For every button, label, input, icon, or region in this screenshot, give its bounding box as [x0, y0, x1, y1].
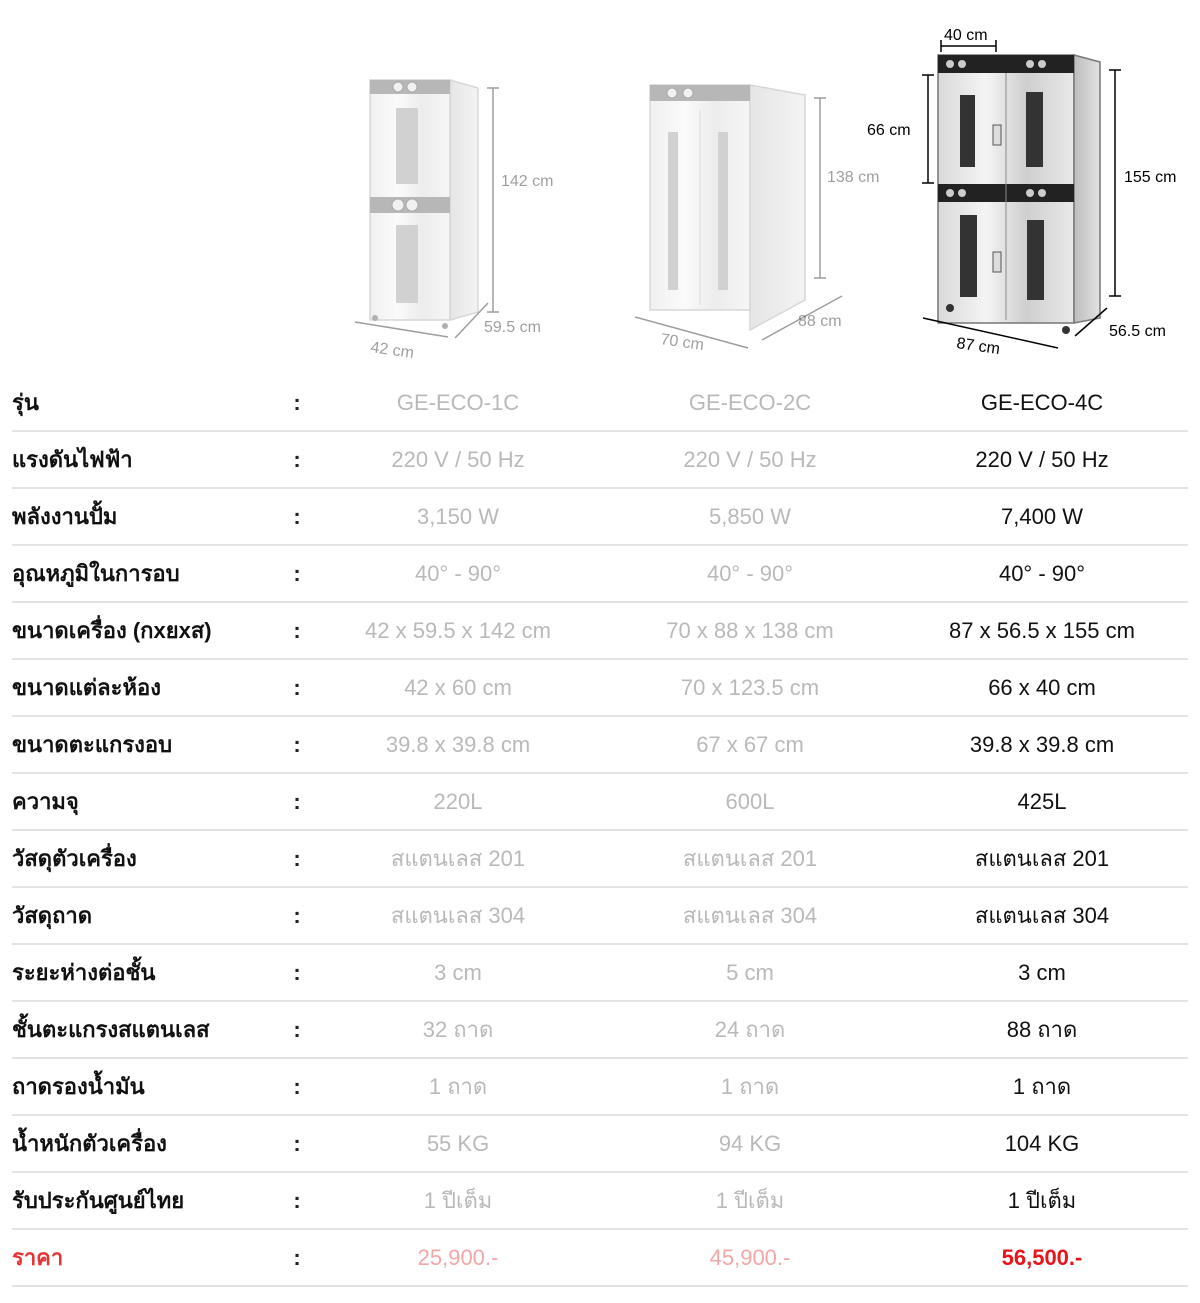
value-eco-2c: 67 x 67 cm	[604, 716, 896, 773]
value-eco-2c: GE-ECO-2C	[604, 375, 896, 431]
row-colon: :	[282, 1001, 312, 1058]
row-label: ขนาดเครื่อง (กxยxส)	[12, 602, 282, 659]
value-eco-1c: GE-ECO-1C	[312, 375, 604, 431]
value-eco-4c: 87 x 56.5 x 155 cm	[896, 602, 1188, 659]
row-colon: :	[282, 1058, 312, 1115]
spec-row-body-material	[12, 830, 1188, 887]
product-2-height-label: 138 cm	[827, 169, 880, 186]
row-colon: :	[282, 602, 312, 659]
row-colon: :	[282, 431, 312, 488]
row-label: ถาดรองน้ำมัน	[12, 1058, 282, 1115]
row-label: อุณหภูมิในการอบ	[12, 545, 282, 602]
value-eco-1c: 42 x 60 cm	[312, 659, 604, 716]
value-eco-1c: สแตนเลส 201	[312, 830, 604, 887]
value-eco-2c: 600L	[604, 773, 896, 830]
value-eco-1c: 42 x 59.5 x 142 cm	[312, 602, 604, 659]
row-label: รับประกันศูนย์ไทย	[12, 1172, 282, 1229]
product-images	[0, 0, 1200, 375]
row-label: ขนาดแต่ละห้อง	[12, 659, 282, 716]
spec-row-layer-spacing	[12, 944, 1188, 1001]
row-label: วัสดุตัวเครื่อง	[12, 830, 282, 887]
value-eco-4c: 39.8 x 39.8 cm	[896, 716, 1188, 773]
value-eco-2c: สแตนเลส 201	[604, 830, 896, 887]
value-eco-2c: 70 x 123.5 cm	[604, 659, 896, 716]
spec-row-tray-size	[12, 716, 1188, 773]
value-eco-4c: 7,400 W	[896, 488, 1188, 545]
row-colon: :	[282, 375, 312, 431]
row-colon: :	[282, 716, 312, 773]
product-1-width-label: 42 cm	[369, 339, 415, 363]
row-label: แรงดันไฟฟ้า	[12, 431, 282, 488]
price-eco-4c: 56,500.-	[896, 1229, 1188, 1286]
value-eco-2c: 5 cm	[604, 944, 896, 1001]
spec-row-price	[12, 1229, 1188, 1286]
product-2-dryer	[650, 85, 805, 330]
spec-row-tray-count	[12, 1001, 1188, 1058]
value-eco-4c: 88 ถาด	[896, 1001, 1188, 1058]
value-eco-2c: 24 ถาด	[604, 1001, 896, 1058]
value-eco-2c: 70 x 88 x 138 cm	[604, 602, 896, 659]
row-label: ชั้นตะแกรงสแตนเลส	[12, 1001, 282, 1058]
value-eco-4c: GE-ECO-4C	[896, 375, 1188, 431]
row-colon: :	[282, 1172, 312, 1229]
row-colon: :	[282, 944, 312, 1001]
row-label: น้ำหนักตัวเครื่อง	[12, 1115, 282, 1172]
value-eco-2c: 1 ปีเต็ม	[604, 1172, 896, 1229]
product-1-height-label: 142 cm	[501, 173, 554, 190]
product-3-width-label: 87 cm	[955, 335, 1001, 359]
value-eco-4c: สแตนเลส 201	[896, 830, 1188, 887]
value-eco-4c: 220 V / 50 Hz	[896, 431, 1188, 488]
spec-row-warranty	[12, 1172, 1188, 1229]
value-eco-1c: 3,150 W	[312, 488, 604, 545]
value-eco-4c: 40° - 90°	[896, 545, 1188, 602]
row-colon: :	[282, 773, 312, 830]
value-eco-1c: 32 ถาด	[312, 1001, 604, 1058]
product-2-depth-label: 88 cm	[798, 313, 842, 330]
spec-row-weight	[12, 1115, 1188, 1172]
value-eco-1c: 220L	[312, 773, 604, 830]
product-1-depth-label: 59.5 cm	[484, 319, 541, 336]
row-colon: :	[282, 659, 312, 716]
value-eco-1c: 220 V / 50 Hz	[312, 431, 604, 488]
value-eco-2c: 40° - 90°	[604, 545, 896, 602]
value-eco-1c: 39.8 x 39.8 cm	[312, 716, 604, 773]
row-colon: :	[282, 1229, 312, 1286]
price-eco-2c: 45,900.-	[604, 1229, 896, 1286]
value-eco-1c: 1 ปีเต็ม	[312, 1172, 604, 1229]
row-colon: :	[282, 545, 312, 602]
product-3-height-label: 155 cm	[1124, 169, 1177, 186]
value-eco-4c: 3 cm	[896, 944, 1188, 1001]
row-colon: :	[282, 488, 312, 545]
row-label: ความจุ	[12, 773, 282, 830]
row-label: พลังงานปั้ม	[12, 488, 282, 545]
row-label: ราคา	[12, 1229, 282, 1286]
value-eco-2c: 220 V / 50 Hz	[604, 431, 896, 488]
value-eco-4c: 104 KG	[896, 1115, 1188, 1172]
row-colon: :	[282, 887, 312, 944]
spec-comparison-table	[12, 375, 1188, 1287]
product-3-top-label: 40 cm	[944, 27, 988, 44]
value-eco-4c: 66 x 40 cm	[896, 659, 1188, 716]
row-label: ขนาดตะแกรงอบ	[12, 716, 282, 773]
spec-row-pump-power	[12, 488, 1188, 545]
value-eco-4c: สแตนเลส 304	[896, 887, 1188, 944]
spec-row-chamber-size	[12, 659, 1188, 716]
row-label: ระยะห่างต่อชั้น	[12, 944, 282, 1001]
value-eco-1c: 3 cm	[312, 944, 604, 1001]
spec-row-machine-size	[12, 602, 1188, 659]
value-eco-2c: สแตนเลส 304	[604, 887, 896, 944]
value-eco-1c: 1 ถาด	[312, 1058, 604, 1115]
spec-row-voltage	[12, 431, 1188, 488]
value-eco-1c: 55 KG	[312, 1115, 604, 1172]
product-3-chamber-label: 66 cm	[867, 122, 911, 139]
product-1-dryer	[370, 80, 478, 329]
value-eco-1c: 40° - 90°	[312, 545, 604, 602]
price-eco-1c: 25,900.-	[312, 1229, 604, 1286]
row-colon: :	[282, 830, 312, 887]
product-3-dryer	[938, 55, 1100, 334]
product-3-depth-label: 56.5 cm	[1109, 323, 1166, 340]
row-label: วัสดุถาด	[12, 887, 282, 944]
spec-row-oil-tray	[12, 1058, 1188, 1115]
value-eco-2c: 1 ถาด	[604, 1058, 896, 1115]
value-eco-2c: 5,850 W	[604, 488, 896, 545]
row-label: รุ่น	[12, 375, 282, 431]
product-illustrations	[0, 0, 1200, 375]
spec-row-model	[12, 375, 1188, 431]
product-2-width-label: 70 cm	[659, 331, 705, 355]
spec-row-capacity	[12, 773, 1188, 830]
value-eco-4c: 1 ปีเต็ม	[896, 1172, 1188, 1229]
value-eco-2c: 94 KG	[604, 1115, 896, 1172]
spec-row-tray-material	[12, 887, 1188, 944]
value-eco-4c: 1 ถาด	[896, 1058, 1188, 1115]
spec-row-temperature	[12, 545, 1188, 602]
value-eco-4c: 425L	[896, 773, 1188, 830]
value-eco-1c: สแตนเลส 304	[312, 887, 604, 944]
row-colon: :	[282, 1115, 312, 1172]
